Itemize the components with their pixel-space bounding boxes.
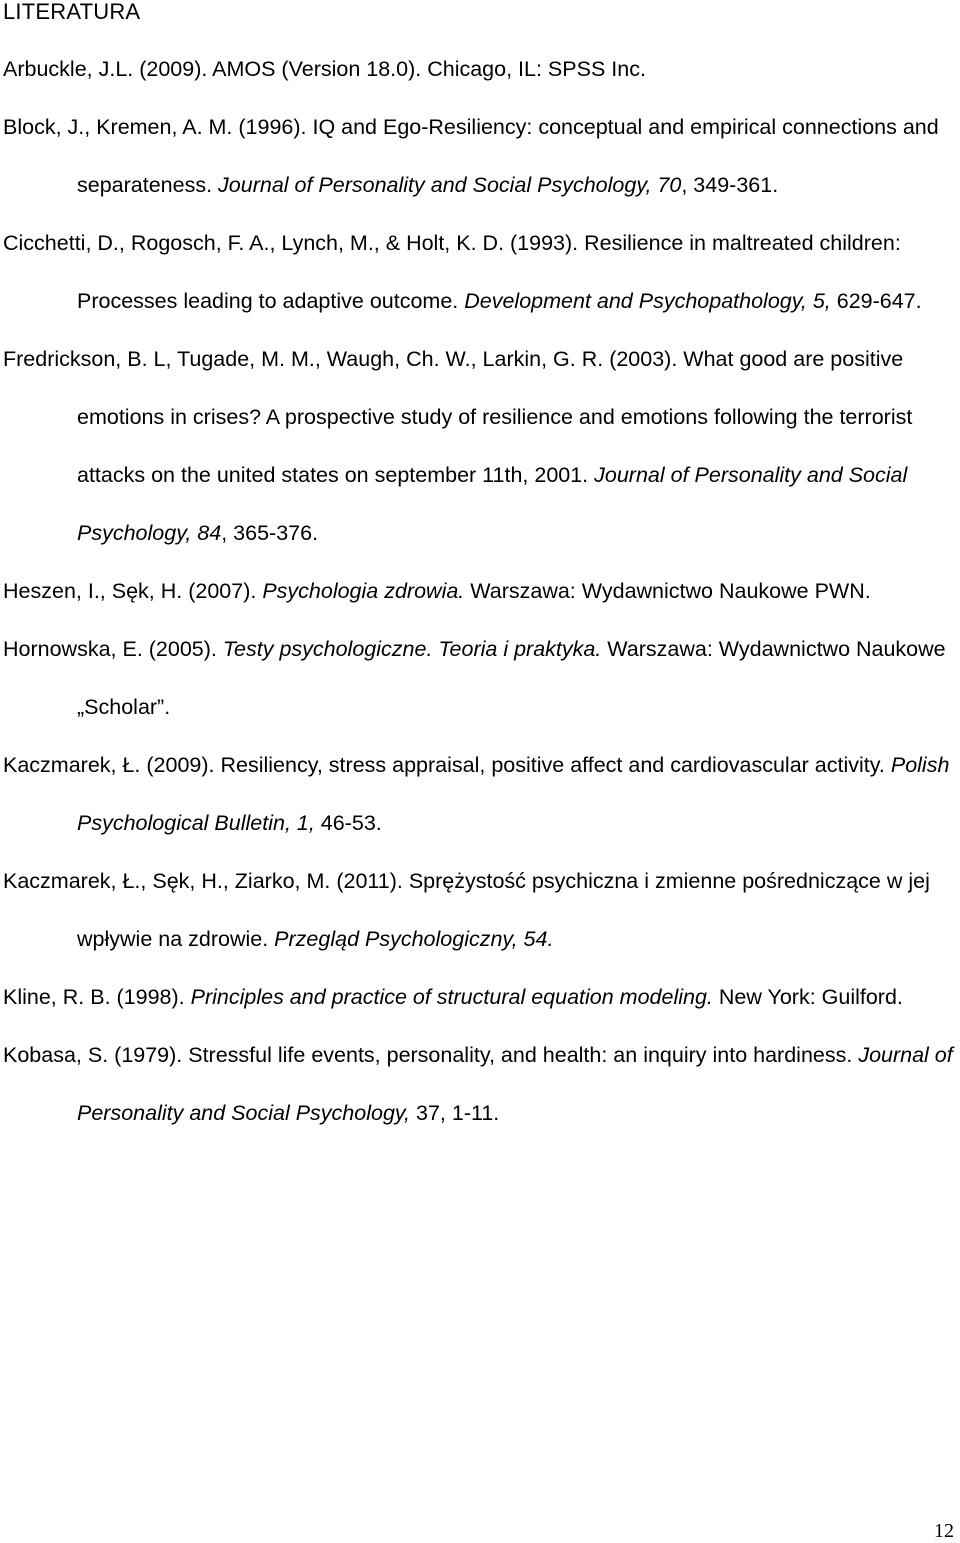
- reference-italic-segment: Testy psychologiczne. Teoria i praktyka.: [222, 637, 602, 661]
- page-number: 12: [934, 1520, 954, 1542]
- reference-text-segment: Block, J., Kremen, A. M. (1996). IQ and Ego-Resiliency: conceptual and empirical connections and separateness.: [3, 115, 939, 197]
- reference-list: [3, 40, 958, 1142]
- reference-text-segment: Kaczmarek, Ł. (2009). Resiliency, stress appraisal, positive affect and cardiovascular activity.: [3, 753, 891, 777]
- reference-italic-segment: Polish Psychological Bulletin, 1,: [77, 753, 950, 835]
- reference-text-segment: Warszawa: Wydawnictwo Naukowe PWN.: [464, 579, 871, 603]
- reference-text-segment: Kline, R. B. (1998).: [3, 985, 191, 1009]
- reference-text-segment: Kobasa, S. (1979). Stressful life events, personality, and health: an inquiry into hardiness.: [3, 1043, 859, 1067]
- reference-entry: [3, 330, 958, 562]
- reference-text-segment: 46-53.: [314, 811, 382, 835]
- reference-entry: [3, 852, 958, 968]
- reference-entry: [3, 736, 958, 852]
- reference-text-segment: Cicchetti, D., Rogosch, F. A., Lynch, M., & Holt, K. D. (1993). Resilience in maltreated children: Processes leading to adaptive outcome.: [3, 231, 901, 313]
- reference-italic-segment: Development and Psychopathology, 5,: [464, 289, 831, 313]
- reference-entry: [3, 214, 958, 330]
- reference-entry: [3, 562, 958, 620]
- reference-text-segment: New York: Guilford.: [712, 985, 903, 1009]
- reference-italic-segment: Journal of Personality and Social Psychology, 84: [77, 463, 908, 545]
- reference-text-segment: , 365-376.: [221, 521, 319, 545]
- reference-italic-segment: Przegląd Psychologiczny, 54.: [274, 927, 554, 951]
- reference-italic-segment: Psychologia zdrowia.: [262, 579, 465, 603]
- reference-text-segment: Warszawa: Wydawnictwo Naukowe „Scholar”.: [77, 637, 946, 719]
- reference-text-segment: 629-647.: [830, 289, 922, 313]
- reference-entry: [3, 968, 958, 1026]
- reference-entry: [3, 40, 958, 98]
- reference-text-segment: Hornowska, E. (2005).: [3, 637, 223, 661]
- reference-entry: [3, 620, 958, 736]
- reference-italic-segment: Journal of Personality and Social Psychology,: [77, 1043, 953, 1125]
- reference-text-segment: Heszen, I., Sęk, H. (2007).: [3, 579, 263, 603]
- section-heading: LITERATURA: [3, 0, 141, 24]
- reference-text-segment: Kaczmarek, Ł., Sęk, H., Ziarko, M. (2011). Sprężystość psychiczna i zmienne pośredniczące w jej wpływie na zdrowie.: [3, 869, 930, 951]
- reference-text-segment: Fredrickson, B. L, Tugade, M. M., Waugh, Ch. W., Larkin, G. R. (2003). What good are positive emotions in crises? A prospective study of resilience and emotions following the terrorist attacks on the united states on september 11th, 2001.: [3, 347, 913, 487]
- reference-italic-segment: Journal of Personality and Social Psychology, 70: [218, 173, 682, 197]
- reference-text-segment: , 349-361.: [681, 173, 779, 197]
- reference-italic-segment: Principles and practice of structural equation modeling.: [190, 985, 713, 1009]
- reference-entry: [3, 1026, 958, 1142]
- reference-entry: [3, 98, 958, 214]
- reference-text-segment: 37, 1-11.: [410, 1101, 500, 1125]
- reference-text-segment: Arbuckle, J.L. (2009). AMOS (Version 18.0). Chicago, IL: SPSS Inc.: [3, 57, 646, 81]
